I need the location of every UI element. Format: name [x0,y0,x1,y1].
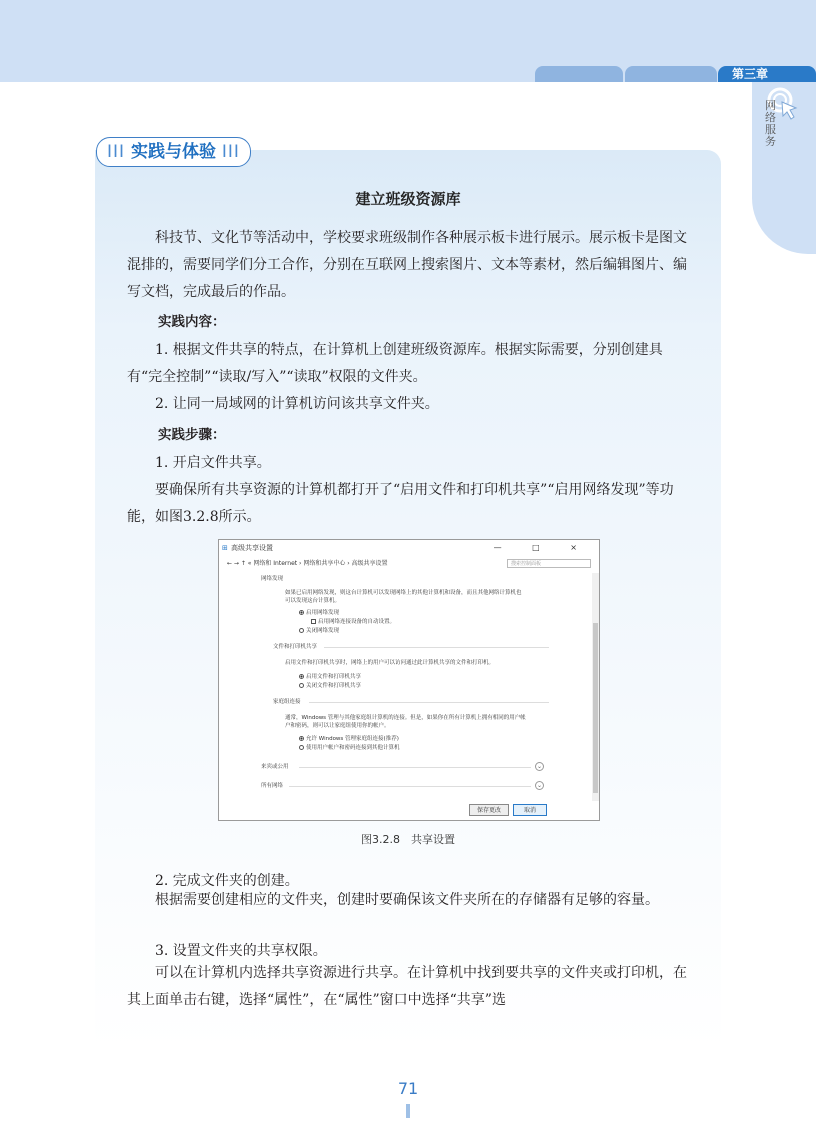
address-bar[interactable] [219,557,599,571]
figure-caption: 图3.2.8 共享设置 [361,833,455,846]
radio-selected-icon[interactable] [299,674,304,679]
homegroup-heading: 家庭组连接 [273,699,301,705]
step-2-desc: 根据需要创建相应的文件夹，创建时要确保该文件夹所在的存储器有足够的容量。 [155,892,659,908]
window-title: 高级共享设置 [231,544,273,552]
radio-enable-discovery[interactable]: 启用网络发现 [299,609,339,617]
radio-selected-icon[interactable] [299,736,304,741]
radio-selected-icon[interactable] [299,610,304,615]
checkbox-auto-setup[interactable]: 启用网络连接设备的自动设置。 [311,618,395,626]
settings-content [219,573,591,803]
page-number: 71 [397,1079,419,1098]
page-number-marker [406,1104,410,1118]
homegroup-desc-2: 户和密码，则可以让家庭组使用你的帐户。 [285,723,390,729]
network-icon: ⊞ [222,544,228,552]
checkbox-icon[interactable] [311,619,316,624]
search-input[interactable]: 搜索控制面板 [507,559,591,568]
intro-paragraph: 科技节、文化节等活动中，学校要求班级制作各种展示板卡进行展示。展示板卡是图文混排的，需要同学们分工合作，分别在互联网上搜索图片、文本等素材，然后编辑图片、编写文档，完成最后的作品。 [127,230,687,300]
scrollbar-thumb[interactable] [593,623,598,793]
expand-guest-icon[interactable]: ⌄ [536,763,543,770]
radio-disable-discovery[interactable]: 关闭网络发现 [299,627,339,635]
section-tag-bars-right: III [221,142,240,162]
content-heading: 实践内容： [158,314,226,330]
address-path[interactable]: ← → ↑ « 网络和 Internet › 网络和共享中心 › 高级共享设置 [227,560,388,567]
chapter-tab-current: 第三章 [718,66,816,82]
file-printer-desc: 启用文件和打印机共享时，网络上的用户可以访问通过此计算机共享的文件和打印机。 [285,660,495,666]
cancel-button[interactable]: 取消 [513,804,547,816]
step-1-desc: 要确保所有共享资源的计算机都打开了“启用文件和打印机共享”“启用网络发现”等功能，如图3.2.8所示。 [127,482,674,525]
guest-public-section[interactable]: 来宾或公用 [261,764,289,770]
side-label: 网络服务 [765,99,776,148]
radio-use-account[interactable]: 使用用户帐户和密码连接到其他计算机 [299,744,400,752]
page-title: 建立班级资源库 [355,190,461,208]
step-1: 1. 开启文件共享。 [155,455,271,471]
chapter-tab-1 [535,66,623,82]
section-tag [96,137,251,167]
radio-icon[interactable] [299,683,304,688]
step-2: 2. 完成文件夹的创建。 [155,873,299,889]
radio-enable-share[interactable]: 启用文件和打印机共享 [299,673,361,681]
chapter-tab-2 [625,66,717,82]
step-3-desc: 可以在计算机内选择共享资源进行共享。在计算机中找到要共享的文件夹或打印机，在其上面单击右键，选择“属性”，在“属性”窗口中选择“共享”选 [127,965,687,1008]
section-tag-bars-left: III [107,142,126,162]
network-discovery-heading: 网络发现 [261,576,284,582]
radio-allow-windows[interactable]: 允许 Windows 管理家庭组连接(推荐) [299,735,399,743]
sharing-settings-screenshot [218,539,600,821]
homegroup-desc-1: 通常，Windows 管理与其他家庭组计算机的连接。但是，如果你在所有计算机上拥有相同的用户帐 [285,715,526,721]
step-3: 3. 设置文件夹的共享权限。 [155,943,327,959]
section-tag-label: 实践与体验 [130,142,216,162]
steps-heading: 实践步骤： [158,427,226,443]
content-item-1: 1. 根据文件共享的特点，在计算机上创建班级资源库。根据实际需要，分别创建具有“完全控制”“读取/写入”“读取”权限的文件夹。 [127,342,663,385]
window-titlebar [219,540,599,556]
window-controls[interactable]: — □ × [493,543,591,552]
all-networks-section[interactable]: 所有网络 [261,783,284,789]
network-discovery-desc-2: 可以发现这台计算机。 [285,598,341,604]
file-printer-heading: 文件和打印机共享 [273,644,318,650]
radio-disable-share[interactable]: 关闭文件和打印机共享 [299,682,361,690]
scrollbar[interactable] [592,573,599,801]
expand-all-networks-icon[interactable]: ⌄ [536,782,543,789]
network-discovery-desc-1: 如果已启用网络发现，则这台计算机可以发现网络上的其他计算机和设备，而且其他网络计算机也 [285,590,522,596]
radio-icon[interactable] [299,628,304,633]
save-changes-button[interactable]: 保存更改 [469,804,509,816]
radio-icon[interactable] [299,745,304,750]
content-item-2: 2. 让同一局域网的计算机访问该共享文件夹。 [155,396,439,412]
